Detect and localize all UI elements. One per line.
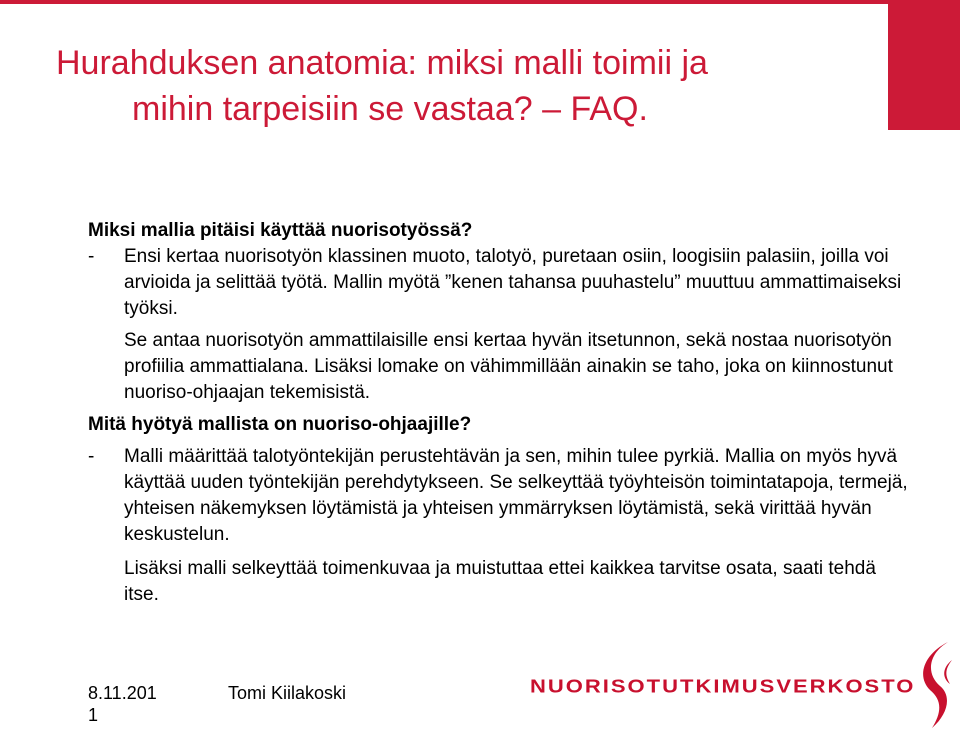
slide-title-line-1: Hurahduksen anatomia: miksi malli toimii ja xyxy=(56,44,708,82)
section1-heading: Miksi mallia pitäisi käyttää nuorisotyössä? xyxy=(88,220,473,241)
organization-logo-text: NUORISOTUTKIMUSVERKOSTO xyxy=(530,676,916,697)
slide-body xyxy=(88,218,908,608)
footer-author: Tomi Kiilakoski xyxy=(228,683,347,703)
section1-bullet-text: Ensi kertaa nuorisotyön klassinen muoto, talotyö, puretaan osiin, loogisiin palasiin, joilla voi arvioida ja selittää työtä. Mallin myötä ”kenen tahansa puuhastelu” muuttuu ammattimaiseksi työksi. xyxy=(124,246,902,319)
footer-date-line-1: 8.11.201 xyxy=(88,683,157,703)
section1-paragraph: Se antaa nuorisotyön ammattilaisille ensi kertaa hyvän itsetunnon, sekä nostaa nuorisotyön profiilia ammattialana. Lisäksi lomake on vähimmillään ainakin se taho, joka on kiinnostunut nuoriso-ohjaajan tekemisistä. xyxy=(124,330,893,403)
slide-title xyxy=(56,40,876,132)
footer-date-line-2: 1 xyxy=(88,705,99,725)
section2-bullet xyxy=(88,444,908,548)
top-red-stripe xyxy=(0,0,888,4)
bullet-dash: - xyxy=(88,246,95,267)
section2-bullet-text: Malli määrittää talotyöntekijän perustehtävän ja sen, mihin tulee pyrkiä. Mallia on myös hyvä käyttää uuden työntekijän perehdytykseen. Se selkeyttää työyhteisön toimintatapoja, termejä, yhteisen näkemyksen löytämistä ja yhteisen ymmärryksen löytämistä, sekä virittää hyvän keskustelun. xyxy=(124,446,908,545)
bullet-dash: - xyxy=(88,446,95,467)
section2-paragraph: Lisäksi malli selkeyttää toimenkuvaa ja muistuttaa ettei kaikkea tarvitse osata, saati tehdä itse. xyxy=(124,558,876,605)
section2-heading: Mitä hyötyä mallista on nuoriso-ohjaajille? xyxy=(88,414,472,435)
section1-bullet xyxy=(88,244,908,322)
red-corner-decoration xyxy=(888,0,960,130)
slide-title-line-2: mihin tarpeisiin se vastaa? – FAQ. xyxy=(132,90,648,128)
footer-date xyxy=(88,682,157,726)
logo-swirl-icon xyxy=(918,640,958,730)
